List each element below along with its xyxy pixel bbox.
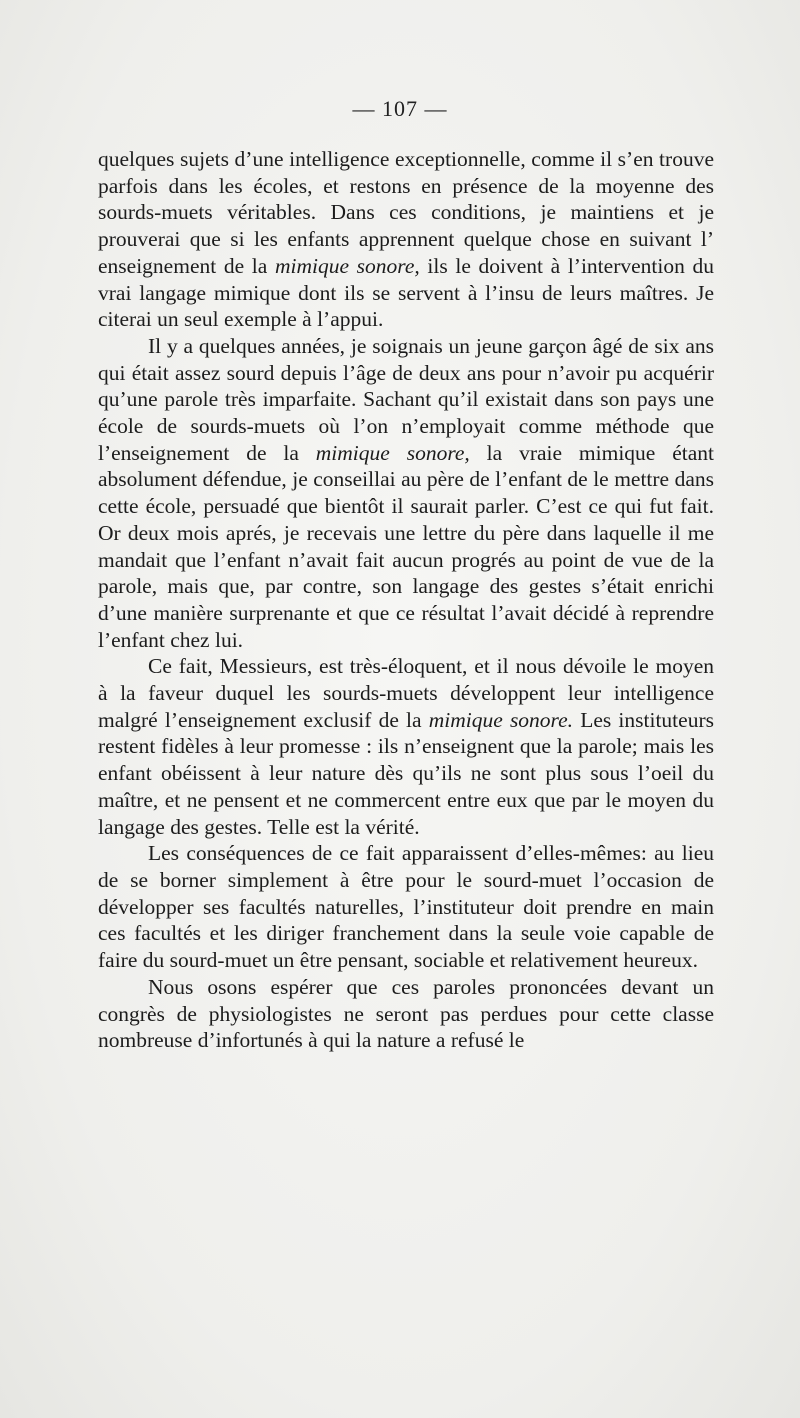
paragraph-4 [98, 840, 714, 974]
text-segment: Les conséquences de ce fait apparaissent d’elles-mêmes: au lieu de se borner simplement à être pour le sourd-muet l’occasion de développer ses facultés naturelles, l’instituteur doit prendre en main ces facultés et les diriger franchement dans la seule voie capable de faire du sourd-muet un être pensant, sociable et relativement heureux. [98, 841, 714, 973]
body-text [98, 146, 714, 1054]
page-number: — 107 — [352, 96, 448, 121]
italic-term: mimique sonore, [315, 440, 470, 465]
text-segment: Ce fait, Messieurs, est très-éloquent, et il nous dévoile le moyen à la faveur duquel les sourds-muets développent leur intelligence malgré l’enseignement exclusif de la [98, 654, 714, 732]
paragraph-2 [98, 333, 714, 653]
paragraph-3 [98, 653, 714, 840]
italic-term: mimique sonore, [274, 253, 420, 278]
text-segment: Les instituteurs restent fidèles à leur promesse : ils n’enseignent que la parole; mais les enfant obéissent à leur nature dès qu’ils ne sont plus sous l’oeil du maître, et ne pensent et ne commercent entre eux que par le moyen du langage des gestes. Telle est la vérité. [98, 707, 714, 839]
italic-term: mimique sonore. [428, 707, 574, 732]
text-segment: ils le doivent à l’intervention du vrai langage mimique dont ils se servent à l’insu de leurs maîtres. Je citerai un seul exemple à l’appui. [98, 253, 714, 332]
paragraph-5 [98, 974, 714, 1054]
text-segment: Nous osons espérer que ces paroles prononcées devant un congrès de physiologistes ne seront pas perdues pour cette classe nombreuse d’infortunés à qui la nature a refusé le [98, 974, 714, 1053]
text-segment: Il y a quelques années, je soignais un jeune garçon âgé de six ans qui était assez sourd depuis l’âge de deux ans pour n’avoir pu acquérir qu’une parole très imparfaite. Sachant qu’il existait dans son pays une école de sourds-muets où l’on n’employait comme méthode que l’enseignement de la [98, 333, 714, 465]
paragraph-1 [98, 146, 714, 333]
text-segment: la vraie mimique étant absolument défendue, je conseillai au père de l’enfant de le mettre dans cette école, persuadé que bientôt il saurait parler. C’est ce qui fut fait. Or deux mois aprés, je recevais une lettre du père dans laquelle il me mandait que l’enfant n’avait fait aucun progrés au point de vue de la parole, mais que, par contre, son langage des gestes s’était enrichi d’une manière surprenante et que ce résultat l’avait décidé à reprendre l’enfant chez lui. [98, 440, 715, 652]
text-segment: quelques sujets d’une intelligence exceptionnelle, comme il s’en trouve parfois dans les écoles, et restons en présence de la moyenne des sourds-muets véritables. Dans ces conditions, je maintiens et je prouverai que si les enfants apprennent quelque chose en suivant l’ enseignement de la [98, 147, 714, 278]
